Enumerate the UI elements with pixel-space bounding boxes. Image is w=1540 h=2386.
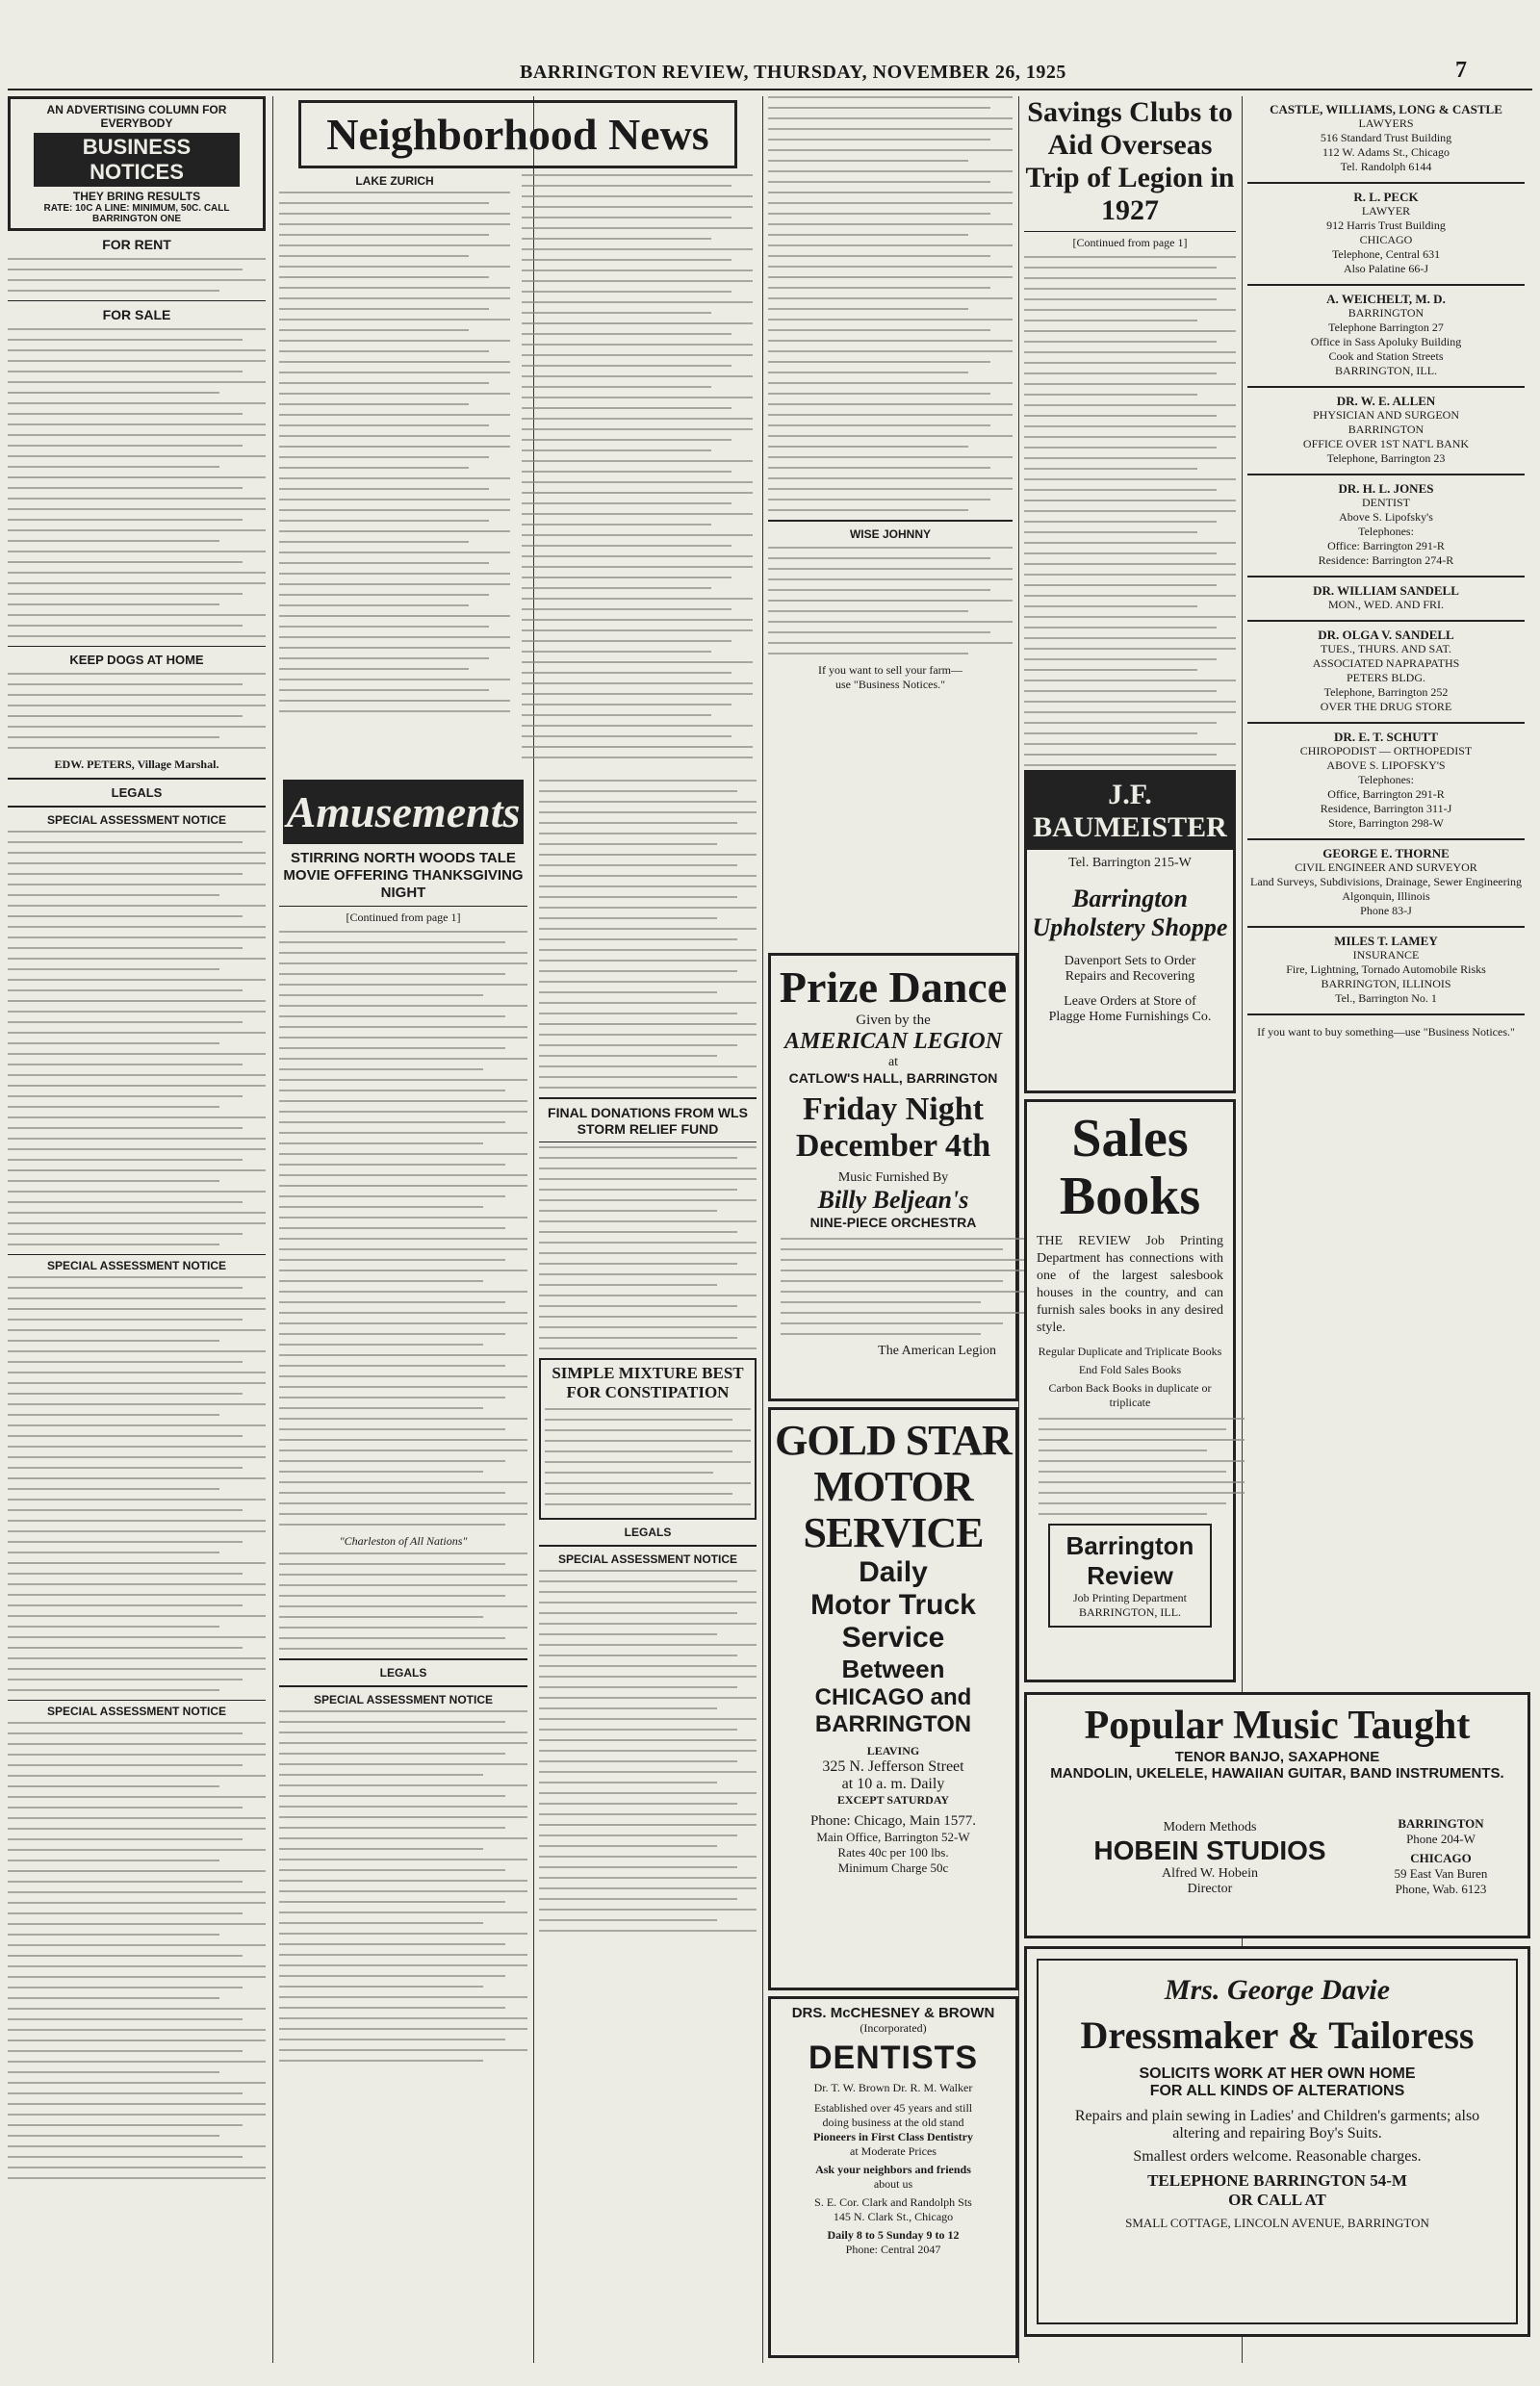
popular-music-line-2: MANDOLIN, UKELELE, HAWAIIAN GUITAR, BAND INSTRUMENTS. bbox=[1050, 1765, 1504, 1782]
bn-tagline: THEY BRING RESULTS bbox=[72, 190, 201, 203]
amusements-title: Amusements bbox=[283, 780, 524, 844]
business-notices-header bbox=[8, 96, 266, 231]
review-name-1: Barrington bbox=[1065, 1531, 1194, 1560]
savings-clubs-title: Savings Clubs to Aid Overseas Trip of Legion in 1927 bbox=[1025, 96, 1235, 226]
baumeister-line-1: Davenport Sets to Order bbox=[1064, 954, 1196, 968]
special-assessment-1-heading: SPECIAL ASSESSMENT NOTICE bbox=[46, 813, 227, 827]
popular-music-ad bbox=[1024, 1692, 1530, 1938]
dentists-phone: Phone: Central 2047 bbox=[845, 2243, 941, 2256]
gold-star-chicago: CHICAGO and bbox=[814, 1684, 972, 1710]
professional-detail: Residence, Barrington 311-J bbox=[1320, 802, 1452, 815]
amusements-special-heading: SPECIAL ASSESSMENT NOTICE bbox=[313, 1693, 494, 1706]
professional-name: CASTLE, WILLIAMS, LONG & CASTLE bbox=[1270, 102, 1502, 116]
professional-name: DR. H. L. JONES bbox=[1338, 481, 1434, 496]
dentists-title: DENTISTS bbox=[808, 2040, 979, 2076]
gold-star-rates: Rates 40c per 100 lbs. bbox=[837, 1845, 949, 1860]
prize-dance-legion: AMERICAN LEGION bbox=[783, 1029, 1003, 1054]
prize-dance-day: Friday Night bbox=[803, 1091, 984, 1127]
professional-detail: BARRINGTON, ILL. bbox=[1334, 364, 1438, 377]
popular-music-locations bbox=[1373, 1816, 1508, 1897]
professional-name: DR. W. E. ALLEN bbox=[1336, 394, 1436, 408]
sales-books-end-fold: End Fold Sales Books bbox=[1078, 1363, 1182, 1376]
davie-title: Dressmaker & Tailoress bbox=[1080, 2014, 1475, 2057]
professional-detail: Algonquin, Illinois bbox=[1342, 889, 1430, 903]
professional-detail: CHIROPODIST — ORTHOPEDIST bbox=[1299, 744, 1473, 757]
center-legals: LEGALS bbox=[624, 1526, 672, 1539]
professional-card bbox=[1247, 840, 1525, 928]
simple-mixture-heading: SIMPLE MIXTURE BEST FOR CONSTIPATION bbox=[552, 1364, 744, 1401]
popular-music-right-4: 59 East Van Buren bbox=[1394, 1866, 1488, 1881]
professional-detail: Tel., Barrington No. 1 bbox=[1335, 991, 1437, 1005]
masthead bbox=[0, 58, 1540, 87]
professional-detail: Land Surveys, Subdivisions, Drainage, Sewer Engineering bbox=[1250, 875, 1522, 888]
dentists-hours: Daily 8 to 5 Sunday 9 to 12 bbox=[827, 2228, 960, 2242]
professional-detail: TUES., THURS. AND SAT. bbox=[1321, 642, 1451, 655]
prize-dance-venue: CATLOW'S HALL, BARRINGTON bbox=[788, 1070, 998, 1086]
column-divider bbox=[272, 96, 273, 2363]
professional-detail: Office, Barrington 291-R bbox=[1327, 787, 1445, 801]
final-donations-heading: FINAL DONATIONS FROM WLS STORM RELIEF FUND bbox=[548, 1105, 748, 1137]
baumeister-shop-1: Barrington bbox=[1072, 885, 1188, 912]
keep-dogs-heading: KEEP DOGS AT HOME bbox=[69, 653, 204, 667]
bn-line1: AN ADVERTISING COLUMN FOR EVERYBODY bbox=[46, 103, 227, 130]
gold-star-ad bbox=[768, 1407, 1018, 1990]
professional-detail: Also Palatine 66-J bbox=[1344, 262, 1428, 275]
davie-line-1: SOLICITS WORK AT HER OWN HOME bbox=[1139, 2065, 1416, 2082]
prize-dance-at: at bbox=[887, 1055, 899, 1069]
professional-detail: ABOVE S. LIPOFSKY'S bbox=[1326, 758, 1446, 772]
lake-zurich-text bbox=[279, 192, 510, 712]
masthead-rule bbox=[8, 89, 1532, 90]
professional-card bbox=[1247, 388, 1525, 475]
special-assessment-3-heading: SPECIAL ASSESSMENT NOTICE bbox=[46, 1705, 227, 1718]
davie-line-2: FOR ALL KINDS OF ALTERATIONS bbox=[1149, 2083, 1405, 2099]
popular-music-right-5: Phone, Wab. 6123 bbox=[1395, 1882, 1487, 1896]
sales-books-title-2: Books bbox=[1059, 1167, 1201, 1226]
professional-card bbox=[1247, 622, 1525, 724]
dentists-ad bbox=[768, 1996, 1018, 2358]
sales-books-carbon: Carbon Back Books in duplicate or triplicate bbox=[1048, 1381, 1212, 1409]
gold-star-daily: Daily bbox=[859, 1556, 928, 1588]
dentists-moderate: at Moderate Prices bbox=[850, 2144, 937, 2158]
review-city: BARRINGTON, ILL. bbox=[1078, 1605, 1182, 1619]
professional-list bbox=[1247, 96, 1525, 1015]
davie-ad bbox=[1024, 1946, 1530, 2337]
baumeister-name: J.F. BAUMEISTER bbox=[1027, 773, 1233, 850]
davie-line-7: SMALL COTTAGE, LINCOLN AVENUE, BARRINGTON bbox=[1125, 2216, 1429, 2230]
prize-dance-orchestra: NINE-PIECE ORCHESTRA bbox=[809, 1215, 977, 1230]
review-dept: Job Printing Department bbox=[1073, 1591, 1187, 1604]
center-special-heading: SPECIAL ASSESSMENT NOTICE bbox=[557, 1552, 738, 1566]
professional-detail: LAWYER bbox=[1361, 204, 1411, 218]
simple-mixture-box bbox=[539, 1358, 757, 1520]
professional-detail: 516 Standard Trust Building bbox=[1320, 131, 1452, 144]
savings-clubs-continued: [Continued from page 1] bbox=[1072, 236, 1188, 249]
professional-card bbox=[1247, 724, 1525, 840]
page-number: 7 bbox=[1455, 58, 1467, 83]
professional-detail: Store, Barrington 298-W bbox=[1328, 816, 1444, 830]
gold-star-street: 325 N. Jefferson Street bbox=[822, 1758, 964, 1775]
for-rent-text bbox=[8, 258, 266, 292]
professional-detail: BARRINGTON, ILLINOIS bbox=[1321, 977, 1451, 990]
wise-johnny-text bbox=[768, 547, 1013, 654]
professional-detail: ASSOCIATED NAPRAPATHS bbox=[1312, 656, 1460, 670]
gold-star-service: Service bbox=[841, 1622, 945, 1654]
professional-detail: DENTIST bbox=[1362, 496, 1410, 509]
bn-rate: RATE: 10C A LINE: MINIMUM, 50C. CALL BARRINGTON ONE bbox=[43, 203, 230, 224]
dentists-ask: Ask your neighbors and friends bbox=[815, 2163, 971, 2176]
professional-card bbox=[1247, 928, 1525, 1015]
lake-zurich-heading: LAKE ZURICH bbox=[355, 174, 434, 188]
professional-detail: PHYSICIAN AND SURGEON bbox=[1312, 408, 1459, 422]
neighborhood-news-text-2 bbox=[522, 174, 753, 758]
gold-star-title-3: SERVICE bbox=[803, 1509, 984, 1556]
professional-detail: Fire, Lightning, Tornado Automobile Risks bbox=[1286, 962, 1486, 976]
neighborhood-news-title: Neighborhood News bbox=[298, 100, 737, 168]
professional-detail: Office: Barrington 291-R bbox=[1327, 539, 1445, 552]
professional-detail: Telephone, Barrington 23 bbox=[1326, 451, 1446, 465]
professional-detail: CHICAGO bbox=[1359, 233, 1413, 246]
gold-star-title-1: GOLD STAR bbox=[775, 1417, 1012, 1464]
professional-detail: 112 W. Adams St., Chicago bbox=[1322, 145, 1450, 159]
legals-heading: LEGALS bbox=[111, 785, 163, 800]
for-rent-heading: FOR RENT bbox=[102, 237, 171, 252]
professional-detail: OVER THE DRUG STORE bbox=[1320, 700, 1452, 713]
sales-books-ad bbox=[1024, 1099, 1236, 1682]
professional-card bbox=[1247, 475, 1525, 577]
for-sale-heading: FOR SALE bbox=[102, 307, 171, 322]
professional-detail: PETERS BLDG. bbox=[1346, 671, 1425, 684]
professional-detail: Phone 83-J bbox=[1360, 904, 1412, 917]
professional-detail: Office in Sass Apoluky Building bbox=[1310, 335, 1462, 348]
professional-name: DR. OLGA V. SANDELL bbox=[1318, 628, 1454, 642]
davie-line-4: Smallest orders welcome. Reasonable charges. bbox=[1133, 2148, 1422, 2165]
wise-johnny-footer-1: If you want to sell your farm— bbox=[818, 663, 962, 677]
review-name-2: Review bbox=[1087, 1561, 1173, 1590]
wise-johnny-footer-2: use "Business Notices." bbox=[834, 678, 946, 691]
dentists-incorporated: (Incorporated) bbox=[860, 2021, 927, 2035]
sales-books-title-1: Sales bbox=[1071, 1109, 1189, 1168]
professional-detail: OFFICE OVER 1ST NAT'L BANK bbox=[1302, 437, 1470, 450]
prize-dance-given-by: Given by the bbox=[856, 1013, 931, 1028]
gold-star-phone: Phone: Chicago, Main 1577. bbox=[809, 1813, 977, 1829]
gold-star-except: EXCEPT SATURDAY bbox=[836, 1793, 950, 1807]
amusements-column bbox=[279, 780, 527, 2363]
prize-dance-date: December 4th bbox=[795, 1128, 991, 1164]
popular-music-title: Popular Music Taught bbox=[1084, 1704, 1471, 1748]
dentists-pioneers: Pioneers in First Class Dentistry bbox=[813, 2130, 973, 2143]
dentists-address: S. E. Cor. Clark and Randolph Sts bbox=[814, 2195, 972, 2209]
professional-detail: MON., WED. AND FRI. bbox=[1327, 598, 1445, 611]
professional-footer: If you want to buy something—use "Business Notices." bbox=[1257, 1025, 1515, 1039]
dentists-address-2: 145 N. Clark St., Chicago bbox=[833, 2210, 954, 2223]
gold-star-leaving: LEAVING bbox=[866, 1744, 920, 1757]
special-assessment-2-text bbox=[8, 1276, 266, 1691]
gold-star-time: at 10 a. m. Daily bbox=[841, 1776, 945, 1792]
davie-line-3: Repairs and plain sewing in Ladies' and Children's garments; also altering and repairing Boy's Suits. bbox=[1074, 2108, 1480, 2142]
davie-line-5: TELEPHONE BARRINGTON 54-M bbox=[1147, 2171, 1407, 2190]
professional-name: DR. E. T. SCHUTT bbox=[1334, 730, 1438, 744]
gold-star-minimum: Minimum Charge 50c bbox=[837, 1860, 949, 1875]
professional-detail: Telephones: bbox=[1358, 773, 1414, 786]
gold-star-barrington: BARRINGTON bbox=[814, 1711, 972, 1737]
business-notices-column bbox=[8, 96, 266, 2363]
professional-detail: Telephone, Central 631 bbox=[1331, 247, 1441, 261]
davie-line-6: OR CALL AT bbox=[1228, 2191, 1326, 2209]
neighborhood-news-section bbox=[279, 96, 757, 770]
professional-detail: Cook and Station Streets bbox=[1328, 349, 1444, 363]
keep-dogs-text bbox=[8, 673, 266, 749]
professional-name: GEORGE E. THORNE bbox=[1322, 846, 1450, 860]
professional-detail: Telephone, Barrington 252 bbox=[1323, 685, 1449, 699]
dentists-established: Established over 45 years and still bbox=[813, 2101, 973, 2115]
dentists-doing: doing business at the old stand bbox=[822, 2116, 964, 2129]
professional-card bbox=[1247, 286, 1525, 388]
charleston-subhead: "Charleston of All Nations" bbox=[339, 1534, 468, 1548]
sales-books-body: THE REVIEW Job Printing Department has connections with one of the largest salesbook houses in the country, and can furnish sales books in any desired style. bbox=[1037, 1234, 1223, 1335]
amusements-continued: [Continued from page 1] bbox=[346, 911, 461, 924]
column-divider bbox=[762, 96, 763, 2363]
popular-music-line-1: TENOR BANJO, SAXAPHONE bbox=[1174, 1749, 1380, 1765]
popular-music-right-2: Phone 204-W bbox=[1406, 1832, 1476, 1846]
bn-heading: BUSINESS NOTICES bbox=[34, 133, 240, 187]
special-assessment-1-text bbox=[8, 831, 266, 1245]
keep-dogs-sign: EDW. PETERS, Village Marshal. bbox=[54, 757, 219, 771]
professional-card bbox=[1247, 577, 1525, 622]
professional-directory bbox=[1247, 96, 1525, 1675]
baumeister-shop-2: Upholstery Shoppe bbox=[1032, 913, 1228, 941]
popular-music-director: Director bbox=[1187, 1882, 1233, 1896]
prize-dance-band: Billy Beljean's bbox=[817, 1186, 969, 1214]
special-assessment-2-heading: SPECIAL ASSESSMENT NOTICE bbox=[46, 1259, 227, 1272]
professional-detail: 912 Harris Trust Building bbox=[1326, 218, 1446, 232]
professional-detail: BARRINGTON bbox=[1348, 306, 1424, 320]
amusements-legals: LEGALS bbox=[379, 1666, 427, 1680]
for-sale-text bbox=[8, 328, 266, 637]
dentists-about: about us bbox=[873, 2177, 913, 2191]
professional-card bbox=[1247, 184, 1525, 286]
storm-relief-continuation bbox=[768, 96, 1013, 691]
prize-dance-ad bbox=[768, 953, 1018, 1401]
professional-detail: Telephones: bbox=[1358, 525, 1414, 538]
professional-detail: BARRINGTON bbox=[1348, 423, 1424, 436]
savings-clubs-column bbox=[1024, 96, 1236, 770]
popular-music-right-1: BARRINGTON bbox=[1398, 1816, 1484, 1831]
davie-name: Mrs. George Davie bbox=[1164, 1974, 1391, 2006]
center-column bbox=[539, 780, 757, 2363]
amusements-headline: STIRRING NORTH WOODS TALE MOVIE OFFERING THANKSGIVING NIGHT bbox=[283, 850, 524, 901]
professional-card bbox=[1247, 96, 1525, 184]
wise-johnny-heading: WISE JOHNNY bbox=[849, 527, 931, 541]
popular-music-right-3: CHICAGO bbox=[1410, 1851, 1472, 1865]
gold-star-between: Between bbox=[841, 1655, 945, 1683]
professional-detail: Residence: Barrington 274-R bbox=[1318, 553, 1454, 567]
professional-detail: INSURANCE bbox=[1352, 948, 1420, 962]
professional-name: MILES T. LAMEY bbox=[1334, 934, 1438, 948]
sales-books-regular: Regular Duplicate and Triplicate Books bbox=[1038, 1345, 1222, 1358]
professional-detail: LAWYERS bbox=[1358, 116, 1414, 130]
amusements-text bbox=[279, 931, 527, 1526]
baumeister-line-2: Repairs and Recovering bbox=[1065, 969, 1195, 984]
professional-detail: Above S. Lipofsky's bbox=[1339, 510, 1433, 524]
gold-star-main-office: Main Office, Barrington 52-W bbox=[816, 1830, 970, 1844]
gold-star-title-2: MOTOR bbox=[813, 1463, 973, 1510]
baumeister-line-4: Plagge Home Furnishings Co. bbox=[1048, 1010, 1212, 1024]
prize-dance-music: Music Furnished By bbox=[837, 1170, 949, 1185]
baumeister-line-3: Leave Orders at Store of bbox=[1064, 994, 1196, 1009]
professional-name: R. L. PECK bbox=[1353, 190, 1419, 204]
baumeister-tel: Tel. Barrington 215-W bbox=[1068, 856, 1192, 870]
professional-detail: CIVIL ENGINEER AND SURVEYOR bbox=[1295, 860, 1477, 874]
professional-name: A. WEICHELT, M. D. bbox=[1326, 292, 1446, 306]
dentists-doctors: Dr. T. W. Brown Dr. R. M. Walker bbox=[813, 2081, 973, 2094]
prize-dance-signoff: The American Legion bbox=[878, 1344, 996, 1358]
professional-detail: Telephone Barrington 27 bbox=[1328, 321, 1444, 334]
review-logo bbox=[1048, 1524, 1212, 1628]
masthead-title: BARRINGTON REVIEW, THURSDAY, NOVEMBER 26, 1925 bbox=[520, 62, 1066, 83]
popular-music-methods: Modern Methods bbox=[1163, 1820, 1257, 1834]
popular-music-studio bbox=[1085, 1820, 1335, 1897]
professional-detail: Tel. Randolph 6144 bbox=[1340, 160, 1432, 173]
prize-dance-title: Prize Dance bbox=[779, 962, 1008, 1012]
special-assessment-3-text bbox=[8, 1722, 266, 2179]
dentists-firm: DRS. McCHESNEY & BROWN bbox=[791, 2005, 995, 2021]
professional-name: DR. WILLIAM SANDELL bbox=[1313, 583, 1459, 598]
popular-music-studio-name: HOBEIN STUDIOS bbox=[1093, 1835, 1326, 1865]
gold-star-truck: Motor Truck bbox=[810, 1589, 976, 1621]
popular-music-director-name: Alfred W. Hobein bbox=[1162, 1866, 1258, 1881]
baumeister-ad bbox=[1024, 770, 1236, 1093]
